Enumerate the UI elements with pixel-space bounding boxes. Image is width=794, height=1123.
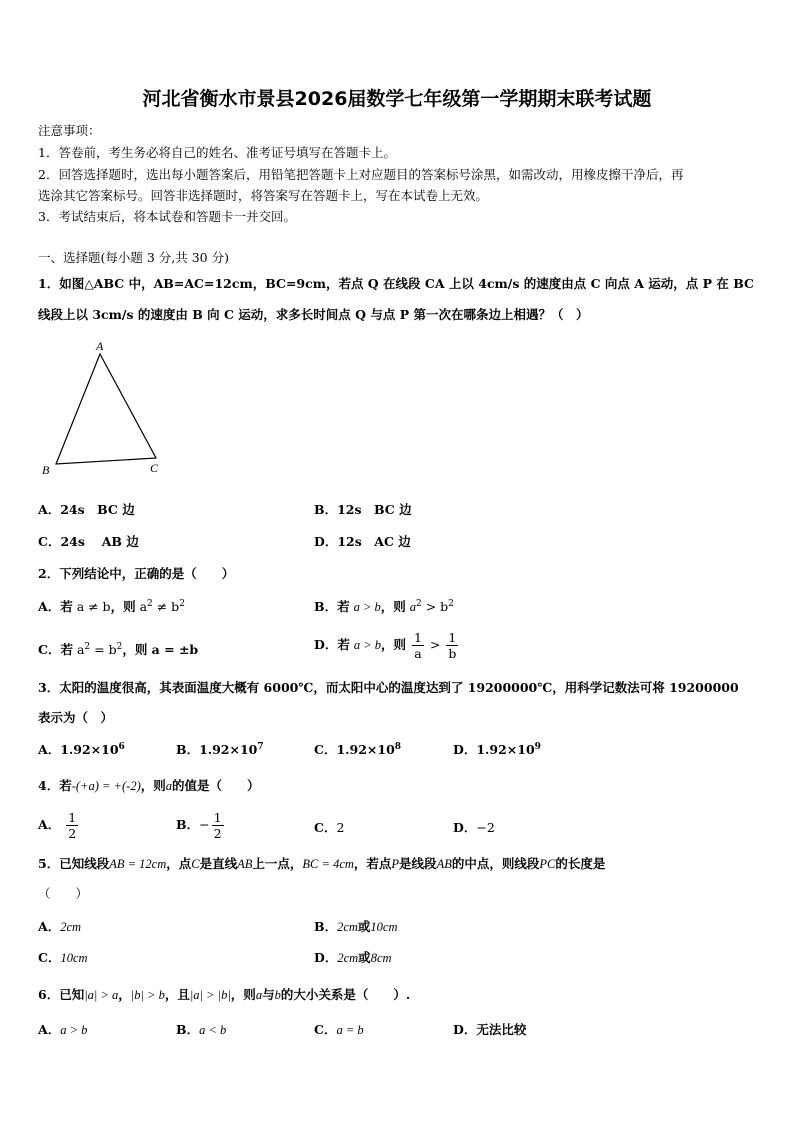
notice-item: 1．答卷前，考生务必将自己的姓名、准考证号填写在答题卡上。	[38, 145, 396, 160]
option-d	[314, 630, 460, 661]
notice-heading: 注意事项：	[38, 123, 101, 138]
triangle-abc	[56, 354, 156, 464]
option-a: A．24s BC 边	[38, 502, 135, 517]
option-value: 2	[336, 820, 345, 835]
option-label: B．	[176, 817, 200, 832]
math-exp: 2	[116, 642, 123, 652]
option-label: C．若	[38, 642, 73, 657]
question-1-stem: 1．如图△ABC 中，AB=AC=12cm，BC=9cm，若点 Q 在线段 CA 上以 4cm/s 的速度由点 C 向点 A 运动，点 P 在 BC	[38, 276, 754, 291]
vertex-a-label: A	[96, 339, 104, 353]
option-label: C．	[314, 1022, 337, 1037]
option-value: 8cm	[370, 951, 392, 965]
option-c	[38, 640, 198, 658]
math-expr: -(+a) = +(-2)	[71, 779, 141, 793]
fraction-numerator: 1	[213, 810, 222, 825]
option-text: 或	[357, 919, 371, 934]
question-text: 上一点，	[252, 856, 303, 871]
question-5-stem	[38, 854, 605, 872]
triangle-figure	[38, 336, 168, 476]
math-var: PC	[539, 857, 556, 871]
question-5-stem-cont: （ ）	[38, 886, 89, 901]
fraction-denominator: b	[448, 646, 457, 661]
question-text: 的中点，则线段	[451, 856, 540, 871]
option-text: C．1.92×10	[314, 742, 395, 757]
fraction	[212, 810, 224, 841]
fraction-denominator: 2	[213, 826, 222, 841]
math-op: >	[429, 637, 441, 652]
math-expr: ≠ b	[156, 599, 180, 614]
option-d	[453, 740, 541, 758]
option-label: D．若	[314, 637, 350, 652]
option-c	[314, 740, 401, 758]
math-expr: a ≠ b	[76, 599, 111, 614]
question-3-stem-cont: 表示为（ ）	[38, 710, 114, 725]
option-d: D．12s AC 边	[314, 534, 411, 549]
option-a	[38, 810, 80, 841]
option-value: 2cm	[337, 951, 359, 965]
math-var: AB	[436, 857, 452, 871]
math-exp: 7	[257, 742, 264, 752]
option-a	[38, 597, 185, 615]
question-6-stem	[38, 985, 410, 1003]
math-expr: a > b	[353, 638, 382, 652]
math-exp: 2	[147, 599, 153, 609]
math-var: b	[108, 642, 117, 657]
math-expr: |b| > b	[130, 988, 165, 1002]
question-text: 4．若	[38, 778, 72, 793]
math-expr: |a| > |b|	[189, 988, 231, 1002]
option-value: 2cm	[337, 920, 358, 934]
option-text: ，则	[380, 599, 406, 614]
section-heading: 一、选择题(每小题 3 分,共 30 分)	[38, 250, 229, 265]
option-label: A．若	[38, 599, 73, 614]
question-text: 的大小关系是（ ）.	[280, 987, 411, 1002]
option-b: B．12s BC 边	[314, 502, 412, 517]
math-exp: 9	[534, 742, 541, 752]
option-value: a = b	[336, 1023, 364, 1037]
option-b	[176, 740, 264, 758]
math-exp: 2	[84, 642, 91, 652]
math-var: C	[191, 857, 200, 871]
question-2-stem: 2．下列结论中，正确的是（ ）	[38, 566, 235, 581]
option-d: D．无法比较	[453, 1022, 527, 1037]
option-label: C．	[314, 820, 337, 835]
math-var: P	[391, 857, 400, 871]
option-c	[314, 818, 344, 836]
option-text: ，则	[381, 637, 407, 652]
question-text: 6．已知	[38, 987, 85, 1002]
option-label: D．	[314, 950, 338, 965]
option-text: ，则	[110, 599, 136, 614]
question-text: ，且	[164, 987, 190, 1002]
question-text: 是线段	[399, 856, 437, 871]
option-c	[38, 948, 88, 966]
question-1-stem-cont: 线段上以 3cm/s 的速度由 B 向 C 运动，求多长时间点 Q 与点 P 第一次在哪条边上相遇？（ ）	[38, 307, 589, 322]
notice-item: 3．考试结束后，将本试卷和答题卡一并交回。	[38, 209, 296, 224]
option-b	[314, 597, 454, 615]
question-4-stem	[38, 776, 260, 794]
math-var: a	[76, 642, 85, 657]
option-label: C．	[38, 950, 61, 965]
math-var: a	[409, 600, 416, 614]
option-label: D．	[453, 820, 477, 835]
question-text: ，若点	[353, 856, 392, 871]
option-label: B．若	[314, 599, 350, 614]
option-a	[38, 917, 81, 935]
question-text: ，则	[140, 778, 166, 793]
question-text: 的值是（ ）	[172, 778, 260, 793]
option-label: A．	[38, 817, 61, 832]
math-expr: BC = 4cm	[302, 857, 354, 871]
math-op: −	[199, 817, 210, 832]
fraction-denominator: a	[414, 646, 422, 661]
fraction-numerator: 1	[68, 810, 77, 825]
math-exp: 2	[416, 599, 422, 609]
fraction	[412, 630, 424, 661]
fraction	[446, 630, 458, 661]
math-expr: a > b	[353, 600, 381, 614]
option-text: 或	[358, 950, 371, 965]
option-label: A．	[38, 919, 61, 934]
option-c	[314, 1020, 364, 1038]
option-value: 10cm	[370, 920, 398, 934]
notice-item: 选涂其它答案标号。回答非选择题时，将答案写在答题卡上，写在本试卷上无效。	[38, 188, 489, 203]
option-label: B．	[176, 1022, 200, 1037]
question-text: 5．已知线段	[38, 856, 110, 871]
option-label: B．	[314, 919, 338, 934]
option-value: a < b	[199, 1023, 227, 1037]
option-b	[314, 917, 398, 935]
math-expr: > b	[425, 599, 449, 614]
question-text: 的长度是	[555, 856, 606, 871]
question-text: ，点	[166, 856, 192, 871]
fraction-numerator: 1	[448, 630, 457, 645]
question-text: 是直线	[199, 856, 238, 871]
fraction-numerator: 1	[414, 630, 422, 645]
option-b	[176, 810, 226, 841]
option-value: 2cm	[60, 920, 82, 934]
math-exp: 8	[394, 742, 402, 752]
option-text: A．1.92×10	[38, 742, 119, 757]
option-value: 10cm	[60, 951, 88, 965]
math-exp: 2	[179, 599, 185, 609]
vertex-b-label: B	[42, 463, 50, 476]
option-a	[38, 740, 125, 758]
fraction-denominator: 2	[68, 826, 77, 841]
option-d	[453, 818, 495, 836]
option-b	[176, 1020, 226, 1038]
math-expr: AB = 12cm	[109, 857, 167, 871]
notice-item: 2．回答选择题时，选出每小题答案后，用铅笔把答题卡上对应题目的答案标号涂黑，如需改动，用橡皮擦干净后，再	[38, 167, 684, 182]
question-text: ，	[118, 987, 131, 1002]
math-var: a	[139, 599, 148, 614]
option-label: A．	[38, 1022, 61, 1037]
math-var: AB	[237, 857, 253, 871]
math-exp: 2	[448, 599, 454, 609]
option-value: a > b	[60, 1023, 88, 1037]
option-a	[38, 1020, 87, 1038]
option-c: C．24s AB 边	[38, 534, 139, 549]
vertex-c-label: C	[150, 461, 159, 475]
question-text: 与	[262, 987, 275, 1002]
math-exp: 6	[118, 742, 125, 752]
option-text: D．1.92×10	[453, 742, 535, 757]
math-expr: |a| > a	[84, 988, 119, 1002]
option-value: −2	[476, 820, 495, 835]
math-var: a	[165, 779, 172, 793]
option-text: ，则 a = ±b	[122, 642, 199, 657]
fraction	[66, 810, 78, 841]
page-title: 河北省衡水市景县2026届数学七年级第一学期期末联考试题	[142, 88, 652, 110]
math-var: b	[274, 988, 281, 1002]
option-d	[314, 948, 392, 966]
math-var: a	[255, 988, 263, 1002]
math-op: =	[94, 642, 105, 657]
question-3-stem: 3．太阳的温度很高，其表面温度大概有 6000℃，而太阳中心的温度达到了 19200000℃，用科学记数法可将 19200000	[38, 680, 739, 695]
option-text: B．1.92×10	[176, 742, 258, 757]
question-text: ，则	[230, 987, 256, 1002]
